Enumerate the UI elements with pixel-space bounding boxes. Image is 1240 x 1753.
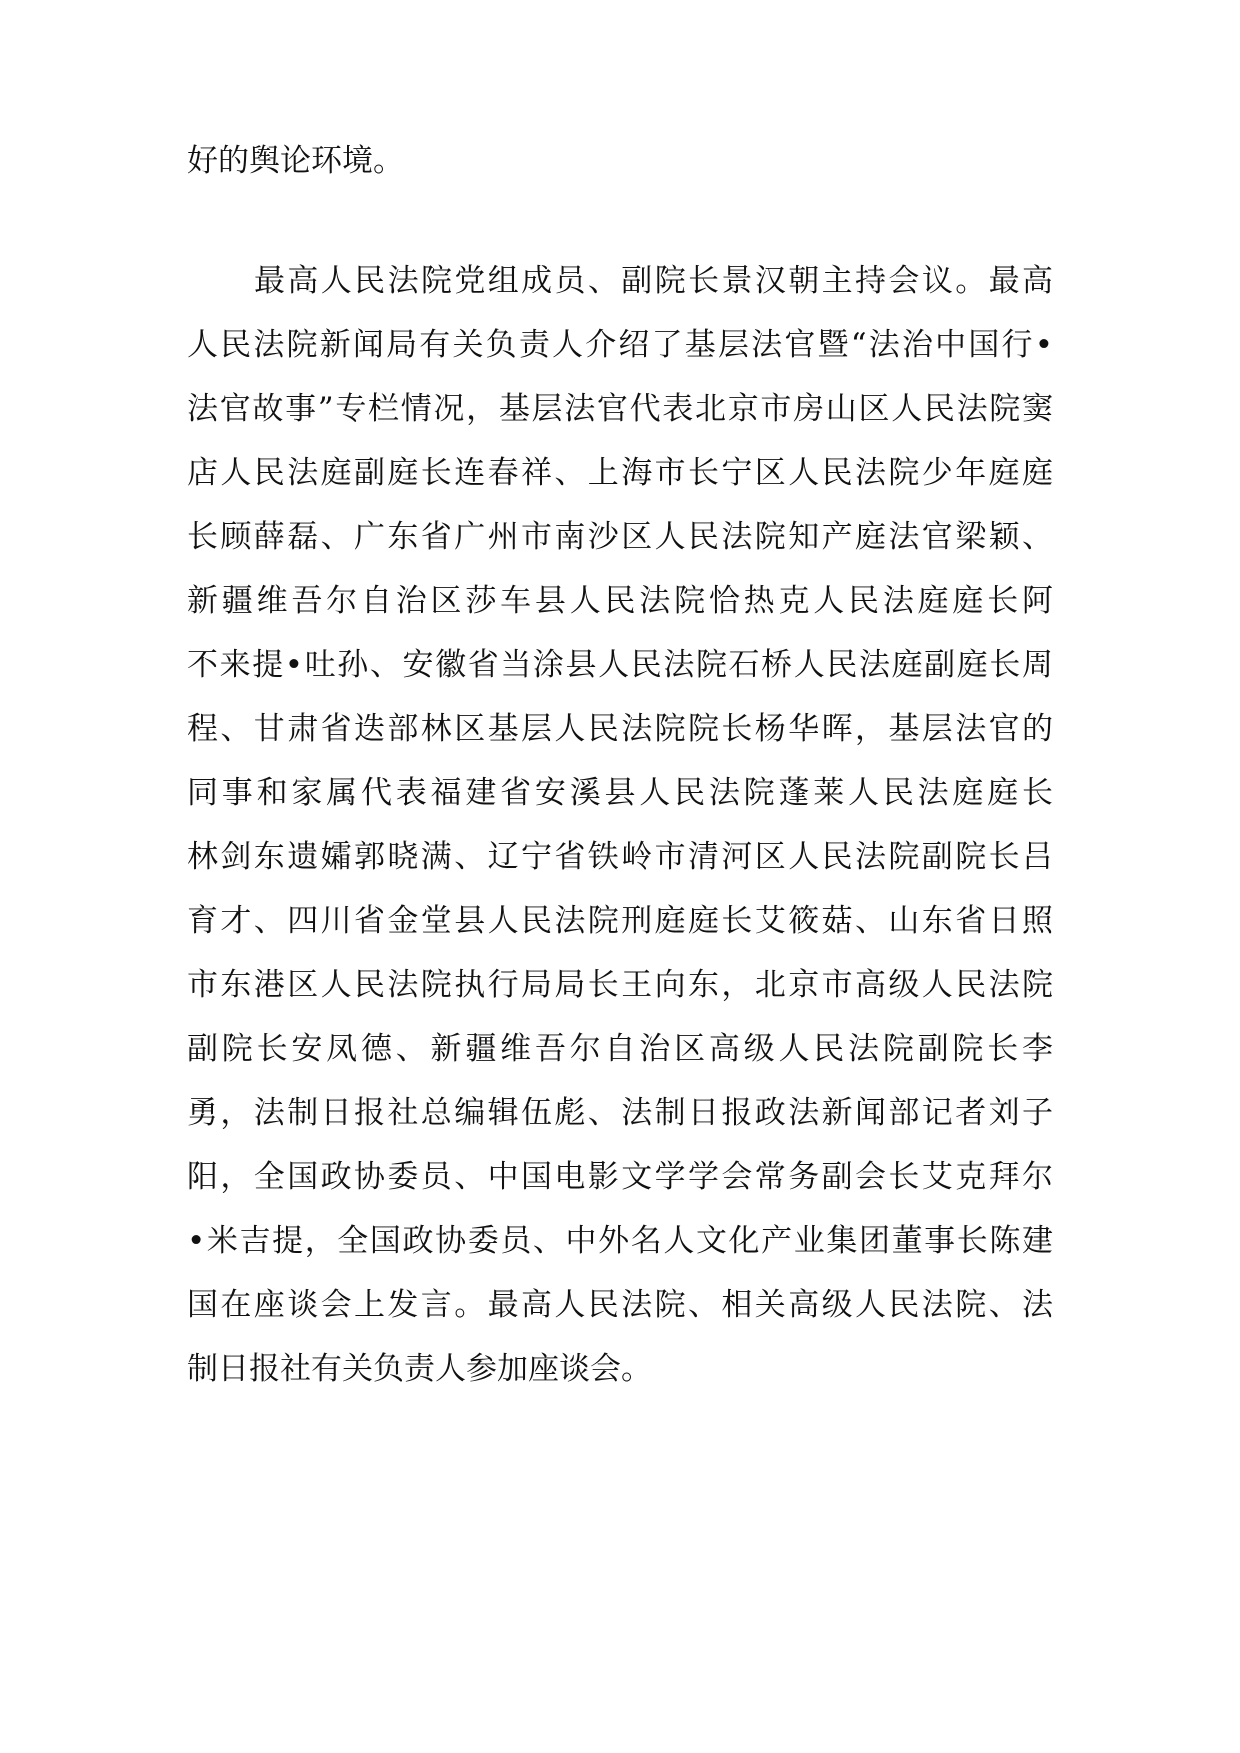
text-line: 国在座谈会上发言。最高人民法院、相关高级人民法院、法 — [187, 1287, 1053, 1323]
text-line: 法官故事”专栏情况，基层法官代表北京市房山区人民法院窦 — [187, 391, 1053, 427]
text-line: 勇，法制日报社总编辑伍彪、法制日报政法新闻部记者刘子 — [187, 1095, 1053, 1131]
text-line: 市东港区人民法院执行局局长王向东，北京市高级人民法院 — [187, 967, 1053, 1003]
text-line: 不来提•吐孙、安徽省当涂县人民法院石桥人民法庭副庭长周 — [187, 647, 1053, 683]
text-line: 林剑东遗孀郭晓满、辽宁省铁岭市清河区人民法院副院长吕 — [187, 839, 1053, 875]
text-line: 长顾薛磊、广东省广州市南沙区人民法院知产庭法官梁颖、 — [187, 519, 1053, 555]
text-line: 最高人民法院党组成员、副院长景汉朝主持会议。最高 — [254, 263, 1053, 299]
text-line: 制日报社有关负责人参加座谈会。 — [187, 1351, 652, 1387]
text-line: 阳，全国政协委员、中国电影文学学会常务副会长艾克拜尔 — [187, 1159, 1053, 1195]
text-line: 程、甘肃省迭部林区基层人民法院院长杨华晖，基层法官的 — [187, 711, 1053, 747]
text-line: 新疆维吾尔自治区莎车县人民法院恰热克人民法庭庭长阿 — [187, 583, 1053, 619]
text-line: 人民法院新闻局有关负责人介绍了基层法官暨“法治中国行• — [187, 327, 1053, 363]
text-line: 副院长安凤德、新疆维吾尔自治区高级人民法院副院长李 — [187, 1031, 1053, 1067]
text-line: •米吉提，全国政协委员、中外名人文化产业集团董事长陈建 — [187, 1223, 1053, 1259]
text-line: 店人民法庭副庭长连春祥、上海市长宁区人民法院少年庭庭 — [187, 455, 1053, 491]
text-line: 育才、四川省金堂县人民法院刑庭庭长艾筱菇、山东省日照 — [187, 903, 1053, 939]
text-line: 同事和家属代表福建省安溪县人民法院蓬莱人民法庭庭长 — [187, 775, 1053, 811]
text-line: 好的舆论环境。 — [187, 143, 404, 179]
